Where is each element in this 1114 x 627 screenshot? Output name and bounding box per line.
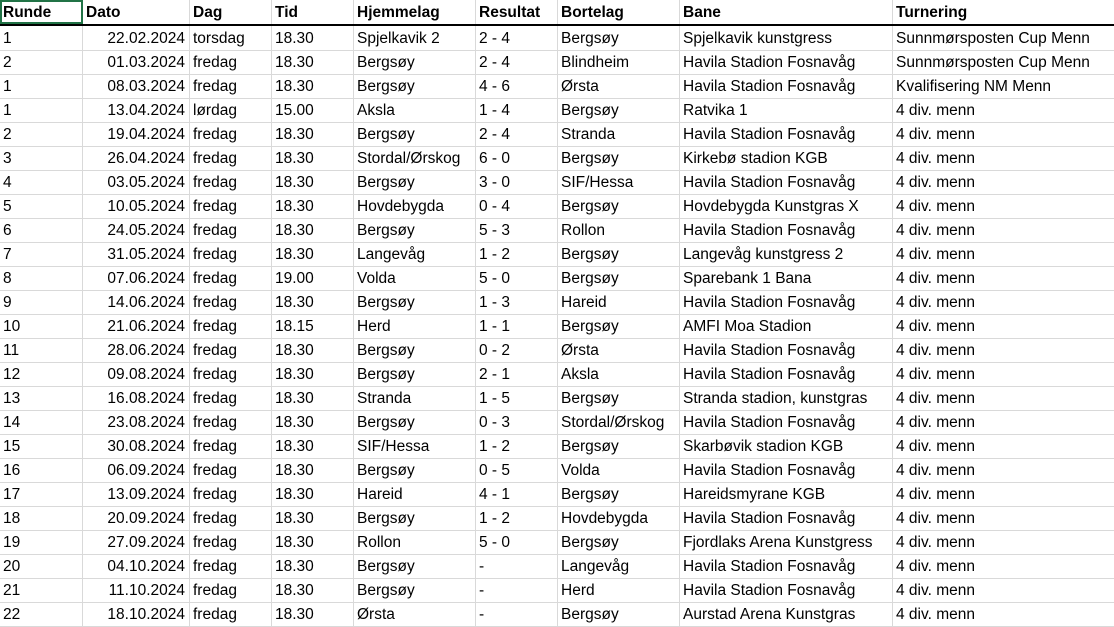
table-row (0, 482, 1114, 507)
cell-hjemmelag[interactable]: Bergsøy (354, 362, 476, 386)
table-row (0, 194, 1114, 219)
table-row (0, 554, 1114, 579)
cell-bane[interactable]: Hovdebygda Kunstgras X (680, 194, 893, 218)
cell-resultat[interactable]: 1 - 3 (476, 290, 558, 314)
cell-dag[interactable]: fredag (190, 338, 272, 362)
table-row (0, 410, 1114, 435)
header-dag[interactable]: Dag (190, 0, 272, 24)
cell-hjemmelag[interactable]: Bergsøy (354, 506, 476, 530)
header-resultat[interactable]: Resultat (476, 0, 558, 24)
cell-bortelag[interactable]: Ørsta (558, 338, 680, 362)
cell-bortelag[interactable]: Bergsøy (558, 434, 680, 458)
cell-bortelag[interactable]: Herd (558, 578, 680, 602)
cell-runde[interactable]: 16 (0, 458, 83, 482)
cell-hjemmelag[interactable]: SIF/Hessa (354, 434, 476, 458)
cell-hjemmelag[interactable]: Bergsøy (354, 578, 476, 602)
cell-tid[interactable]: 18.30 (272, 458, 354, 482)
cell-turnering[interactable]: 4 div. menn (896, 366, 975, 383)
cell-dato[interactable]: 23.08.2024 (83, 410, 190, 434)
cell-bortelag[interactable]: Bergsøy (558, 194, 680, 218)
cell-dato[interactable]: 06.09.2024 (83, 458, 190, 482)
table-row (0, 74, 1114, 99)
table-row (0, 530, 1114, 555)
header-tid[interactable]: Tid (272, 0, 354, 24)
cell-tid[interactable]: 18.30 (272, 554, 354, 578)
cell-bortelag[interactable]: Blindheim (558, 50, 680, 74)
cell-runde[interactable]: 2 (0, 50, 83, 74)
cell-runde[interactable]: 1 (0, 74, 83, 98)
cell-turnering[interactable]: 4 div. menn (896, 438, 975, 455)
cell-dato[interactable]: 28.06.2024 (83, 338, 190, 362)
cell-hjemmelag[interactable]: Stordal/Ørskog (354, 146, 476, 170)
cell-resultat[interactable]: - (476, 602, 558, 626)
cell-bane[interactable]: Sparebank 1 Bana (680, 266, 893, 290)
cell-dato[interactable]: 21.06.2024 (83, 314, 190, 338)
cell-tid[interactable]: 18.30 (272, 386, 354, 410)
cell-turnering[interactable]: Kvalifisering NM Menn (896, 78, 1052, 95)
cell-dag[interactable]: fredag (190, 554, 272, 578)
cell-runde[interactable]: 6 (0, 218, 83, 242)
cell-turnering[interactable]: 4 div. menn (896, 414, 975, 431)
cell-resultat[interactable]: 0 - 2 (476, 338, 558, 362)
cell-dag[interactable]: fredag (190, 482, 272, 506)
cell-resultat[interactable]: 5 - 0 (476, 266, 558, 290)
cell-resultat[interactable]: 2 - 4 (476, 50, 558, 74)
cell-tid[interactable]: 18.30 (272, 74, 354, 98)
cell-bane[interactable]: Havila Stadion Fosnavåg (680, 362, 893, 386)
table-row (0, 218, 1114, 243)
cell-resultat[interactable]: - (476, 554, 558, 578)
cell-dato[interactable]: 01.03.2024 (83, 50, 190, 74)
cell-runde[interactable]: 12 (0, 362, 83, 386)
cell-dag[interactable]: fredag (190, 362, 272, 386)
cell-resultat[interactable]: 4 - 1 (476, 482, 558, 506)
cell-turnering[interactable]: Sunnmørsposten Cup Menn (896, 54, 1090, 71)
cell-dato[interactable]: 03.05.2024 (83, 170, 190, 194)
cell-dag[interactable]: fredag (190, 194, 272, 218)
table-row (0, 362, 1114, 387)
cell-runde[interactable]: 8 (0, 266, 83, 290)
cell-turnering[interactable]: 4 div. menn (896, 606, 975, 623)
cell-bortelag[interactable]: Bergsøy (558, 482, 680, 506)
cell-resultat[interactable]: 2 - 1 (476, 362, 558, 386)
cell-bortelag[interactable]: Aksla (558, 362, 680, 386)
cell-runde[interactable]: 1 (0, 26, 83, 50)
cell-dato[interactable]: 14.06.2024 (83, 290, 190, 314)
cell-dato[interactable]: 27.09.2024 (83, 530, 190, 554)
cell-turnering[interactable]: 4 div. menn (896, 390, 975, 407)
cell-turnering[interactable]: 4 div. menn (896, 486, 975, 503)
cell-hjemmelag[interactable]: Bergsøy (354, 122, 476, 146)
header-runde[interactable]: Runde (0, 0, 83, 24)
cell-turnering[interactable]: 4 div. menn (896, 462, 975, 479)
cell-tid[interactable]: 19.00 (272, 266, 354, 290)
cell-turnering[interactable]: 4 div. menn (896, 174, 975, 191)
cell-dag[interactable]: fredag (190, 578, 272, 602)
cell-bortelag[interactable]: Bergsøy (558, 98, 680, 122)
cell-bane[interactable]: Havila Stadion Fosnavåg (680, 410, 893, 434)
header-turnering[interactable]: Turnering (896, 4, 968, 21)
cell-resultat[interactable]: 1 - 5 (476, 386, 558, 410)
cell-dato[interactable]: 19.04.2024 (83, 122, 190, 146)
cell-tid[interactable]: 18.30 (272, 194, 354, 218)
table-row (0, 386, 1114, 411)
cell-bane[interactable]: Havila Stadion Fosnavåg (680, 122, 893, 146)
cell-dato[interactable]: 16.08.2024 (83, 386, 190, 410)
cell-dag[interactable]: fredag (190, 242, 272, 266)
table-row (0, 314, 1114, 339)
cell-dato[interactable]: 07.06.2024 (83, 266, 190, 290)
cell-tid[interactable]: 18.30 (272, 242, 354, 266)
cell-dag[interactable]: fredag (190, 146, 272, 170)
cell-resultat[interactable]: 1 - 2 (476, 434, 558, 458)
cell-dato[interactable]: 18.10.2024 (83, 602, 190, 626)
cell-bane[interactable]: Aurstad Arena Kunstgras (680, 602, 893, 626)
cell-hjemmelag[interactable]: Ørsta (354, 602, 476, 626)
cell-turnering[interactable]: 4 div. menn (896, 582, 975, 599)
cell-runde[interactable]: 1 (0, 98, 83, 122)
cell-turnering[interactable]: 4 div. menn (896, 246, 975, 263)
cell-bortelag[interactable]: Bergsøy (558, 146, 680, 170)
cell-turnering[interactable]: 4 div. menn (896, 270, 975, 287)
cell-tid[interactable]: 18.30 (272, 602, 354, 626)
cell-runde[interactable]: 17 (0, 482, 83, 506)
cell-dato[interactable]: 26.04.2024 (83, 146, 190, 170)
cell-bortelag[interactable]: Langevåg (558, 554, 680, 578)
cell-hjemmelag[interactable]: Volda (354, 266, 476, 290)
cell-resultat[interactable]: 1 - 2 (476, 242, 558, 266)
cell-bortelag[interactable]: Bergsøy (558, 530, 680, 554)
cell-bane[interactable]: Hareidsmyrane KGB (680, 482, 893, 506)
cell-hjemmelag[interactable]: Spjelkavik 2 (354, 26, 476, 50)
table-row (0, 506, 1114, 531)
cell-bane[interactable]: Spjelkavik kunstgress (680, 26, 893, 50)
cell-dag[interactable]: fredag (190, 530, 272, 554)
cell-bortelag[interactable]: SIF/Hessa (558, 170, 680, 194)
cell-tid[interactable]: 15.00 (272, 98, 354, 122)
table-row (0, 26, 1114, 51)
cell-hjemmelag[interactable]: Stranda (354, 386, 476, 410)
cell-resultat[interactable]: 2 - 4 (476, 122, 558, 146)
cell-tid[interactable]: 18.30 (272, 530, 354, 554)
cell-resultat[interactable]: - (476, 578, 558, 602)
cell-tid[interactable]: 18.30 (272, 218, 354, 242)
header-hjemmelag[interactable]: Hjemmelag (354, 0, 476, 24)
table-row (0, 146, 1114, 171)
cell-dato[interactable]: 20.09.2024 (83, 506, 190, 530)
cell-bane[interactable]: Ratvika 1 (680, 98, 893, 122)
cell-runde[interactable]: 7 (0, 242, 83, 266)
table-row (0, 98, 1114, 123)
cell-tid[interactable]: 18.15 (272, 314, 354, 338)
cell-bane[interactable]: Havila Stadion Fosnavåg (680, 554, 893, 578)
cell-dag[interactable]: fredag (190, 434, 272, 458)
cell-tid[interactable]: 18.30 (272, 434, 354, 458)
cell-dato[interactable]: 08.03.2024 (83, 74, 190, 98)
header-bane[interactable]: Bane (680, 0, 893, 24)
cell-dag[interactable]: lørdag (190, 98, 272, 122)
cell-dato[interactable]: 31.05.2024 (83, 242, 190, 266)
cell-bane[interactable]: Havila Stadion Fosnavåg (680, 218, 893, 242)
cell-tid[interactable]: 18.30 (272, 290, 354, 314)
cell-hjemmelag[interactable]: Bergsøy (354, 554, 476, 578)
cell-bane[interactable]: Havila Stadion Fosnavåg (680, 50, 893, 74)
cell-resultat[interactable]: 0 - 5 (476, 458, 558, 482)
cell-tid[interactable]: 18.30 (272, 146, 354, 170)
cell-bane[interactable]: AMFI Moa Stadion (680, 314, 893, 338)
cell-bortelag[interactable]: Bergsøy (558, 386, 680, 410)
cell-resultat[interactable]: 6 - 0 (476, 146, 558, 170)
cell-bortelag[interactable]: Stordal/Ørskog (558, 410, 680, 434)
cell-dag[interactable]: fredag (190, 506, 272, 530)
table-row (0, 242, 1114, 267)
table-row (0, 338, 1114, 363)
cell-tid[interactable]: 18.30 (272, 362, 354, 386)
cell-bortelag[interactable]: Bergsøy (558, 266, 680, 290)
cell-dato[interactable]: 22.02.2024 (83, 26, 190, 50)
cell-dag[interactable]: fredag (190, 410, 272, 434)
cell-runde[interactable]: 4 (0, 170, 83, 194)
cell-bane[interactable]: Havila Stadion Fosnavåg (680, 458, 893, 482)
table-row (0, 578, 1114, 603)
cell-runde[interactable]: 13 (0, 386, 83, 410)
cell-resultat[interactable]: 2 - 4 (476, 26, 558, 50)
cell-turnering[interactable]: Sunnmørsposten Cup Menn (896, 30, 1090, 47)
cell-bane[interactable]: Havila Stadion Fosnavåg (680, 338, 893, 362)
cell-bane[interactable]: Havila Stadion Fosnavåg (680, 506, 893, 530)
cell-dag[interactable]: fredag (190, 218, 272, 242)
cell-runde[interactable]: 10 (0, 314, 83, 338)
cell-bortelag[interactable]: Bergsøy (558, 242, 680, 266)
cell-dag[interactable]: fredag (190, 290, 272, 314)
cell-bane[interactable]: Havila Stadion Fosnavåg (680, 74, 893, 98)
cell-dag[interactable]: fredag (190, 74, 272, 98)
cell-resultat[interactable]: 3 - 0 (476, 170, 558, 194)
cell-dato[interactable]: 30.08.2024 (83, 434, 190, 458)
cell-runde[interactable]: 19 (0, 530, 83, 554)
cell-resultat[interactable]: 5 - 0 (476, 530, 558, 554)
cell-dag[interactable]: fredag (190, 122, 272, 146)
cell-dato[interactable]: 10.05.2024 (83, 194, 190, 218)
cell-hjemmelag[interactable]: Bergsøy (354, 290, 476, 314)
cell-runde[interactable]: 15 (0, 434, 83, 458)
table-row (0, 458, 1114, 483)
cell-dag[interactable]: fredag (190, 314, 272, 338)
cell-tid[interactable]: 18.30 (272, 578, 354, 602)
cell-dag[interactable]: fredag (190, 386, 272, 410)
cell-dato[interactable]: 04.10.2024 (83, 554, 190, 578)
cell-hjemmelag[interactable]: Bergsøy (354, 338, 476, 362)
header-bortelag[interactable]: Bortelag (558, 0, 680, 24)
cell-bane[interactable]: Havila Stadion Fosnavåg (680, 578, 893, 602)
cell-runde[interactable]: 18 (0, 506, 83, 530)
cell-dag[interactable]: fredag (190, 602, 272, 626)
cell-dato[interactable]: 11.10.2024 (83, 578, 190, 602)
cell-bane[interactable]: Stranda stadion, kunstgras (680, 386, 893, 410)
cell-tid[interactable]: 18.30 (272, 122, 354, 146)
cell-hjemmelag[interactable]: Bergsøy (354, 458, 476, 482)
cell-turnering[interactable]: 4 div. menn (896, 198, 975, 215)
cell-tid[interactable]: 18.30 (272, 338, 354, 362)
cell-hjemmelag[interactable]: Bergsøy (354, 170, 476, 194)
cell-runde[interactable]: 21 (0, 578, 83, 602)
cell-tid[interactable]: 18.30 (272, 482, 354, 506)
cell-hjemmelag[interactable]: Hareid (354, 482, 476, 506)
cell-runde[interactable]: 3 (0, 146, 83, 170)
cell-bane[interactable]: Havila Stadion Fosnavåg (680, 290, 893, 314)
table-row (0, 290, 1114, 315)
cell-dag[interactable]: fredag (190, 266, 272, 290)
table-row (0, 434, 1114, 459)
cell-resultat[interactable]: 1 - 2 (476, 506, 558, 530)
cell-resultat[interactable]: 0 - 4 (476, 194, 558, 218)
cell-hjemmelag[interactable]: Aksla (354, 98, 476, 122)
cell-bortelag[interactable]: Volda (558, 458, 680, 482)
cell-runde[interactable]: 9 (0, 290, 83, 314)
cell-turnering[interactable]: 4 div. menn (896, 534, 975, 551)
cell-bortelag[interactable]: Bergsøy (558, 26, 680, 50)
cell-bortelag[interactable]: Hareid (558, 290, 680, 314)
cell-turnering[interactable]: 4 div. menn (896, 342, 975, 359)
cell-dato[interactable]: 09.08.2024 (83, 362, 190, 386)
cell-hjemmelag[interactable]: Bergsøy (354, 74, 476, 98)
cell-resultat[interactable]: 5 - 3 (476, 218, 558, 242)
header-dato[interactable]: Dato (83, 0, 190, 24)
table-row (0, 602, 1114, 627)
cell-bortelag[interactable]: Bergsøy (558, 314, 680, 338)
cell-hjemmelag[interactable]: Rollon (354, 530, 476, 554)
cell-turnering[interactable]: 4 div. menn (896, 510, 975, 527)
cell-hjemmelag[interactable]: Bergsøy (354, 410, 476, 434)
cell-tid[interactable]: 18.30 (272, 50, 354, 74)
cell-runde[interactable]: 11 (0, 338, 83, 362)
cell-hjemmelag[interactable]: Langevåg (354, 242, 476, 266)
cell-bortelag[interactable]: Rollon (558, 218, 680, 242)
cell-runde[interactable]: 2 (0, 122, 83, 146)
cell-tid[interactable]: 18.30 (272, 506, 354, 530)
cell-resultat[interactable]: 1 - 1 (476, 314, 558, 338)
cell-dato[interactable]: 24.05.2024 (83, 218, 190, 242)
cell-dato[interactable]: 13.04.2024 (83, 98, 190, 122)
cell-dag[interactable]: torsdag (190, 26, 272, 50)
table-row (0, 266, 1114, 291)
cell-bane[interactable]: Skarbøvik stadion KGB (680, 434, 893, 458)
cell-hjemmelag[interactable]: Bergsøy (354, 218, 476, 242)
cell-bane[interactable]: Havila Stadion Fosnavåg (680, 170, 893, 194)
cell-bane[interactable]: Fjordlaks Arena Kunstgress (680, 530, 893, 554)
table-row (0, 122, 1114, 147)
cell-dag[interactable]: fredag (190, 50, 272, 74)
cell-tid[interactable]: 18.30 (272, 26, 354, 50)
cell-resultat[interactable]: 1 - 4 (476, 98, 558, 122)
cell-tid[interactable]: 18.30 (272, 170, 354, 194)
cell-bortelag[interactable]: Ørsta (558, 74, 680, 98)
cell-dag[interactable]: fredag (190, 458, 272, 482)
cell-bane[interactable]: Langevåg kunstgress 2 (680, 242, 893, 266)
cell-resultat[interactable]: 4 - 6 (476, 74, 558, 98)
cell-turnering[interactable]: 4 div. menn (896, 102, 975, 119)
cell-turnering[interactable]: 4 div. menn (896, 294, 975, 311)
cell-bortelag[interactable]: Hovdebygda (558, 506, 680, 530)
header-row (0, 0, 1114, 26)
table-row (0, 50, 1114, 75)
cell-turnering[interactable]: 4 div. menn (896, 558, 975, 575)
cell-tid[interactable]: 18.30 (272, 410, 354, 434)
cell-runde[interactable]: 20 (0, 554, 83, 578)
cell-resultat[interactable]: 0 - 3 (476, 410, 558, 434)
cell-turnering[interactable]: 4 div. menn (896, 222, 975, 239)
cell-turnering[interactable]: 4 div. menn (896, 126, 975, 143)
table-row (0, 170, 1114, 195)
cell-hjemmelag[interactable]: Hovdebygda (354, 194, 476, 218)
cell-dag[interactable]: fredag (190, 170, 272, 194)
cell-turnering[interactable]: 4 div. menn (896, 318, 975, 335)
cell-bortelag[interactable]: Stranda (558, 122, 680, 146)
cell-runde[interactable]: 22 (0, 602, 83, 626)
cell-hjemmelag[interactable]: Bergsøy (354, 50, 476, 74)
cell-bortelag[interactable]: Bergsøy (558, 602, 680, 626)
cell-turnering[interactable]: 4 div. menn (896, 150, 975, 167)
cell-hjemmelag[interactable]: Herd (354, 314, 476, 338)
cell-bane[interactable]: Kirkebø stadion KGB (680, 146, 893, 170)
cell-dato[interactable]: 13.09.2024 (83, 482, 190, 506)
cell-runde[interactable]: 14 (0, 410, 83, 434)
cell-runde[interactable]: 5 (0, 194, 83, 218)
